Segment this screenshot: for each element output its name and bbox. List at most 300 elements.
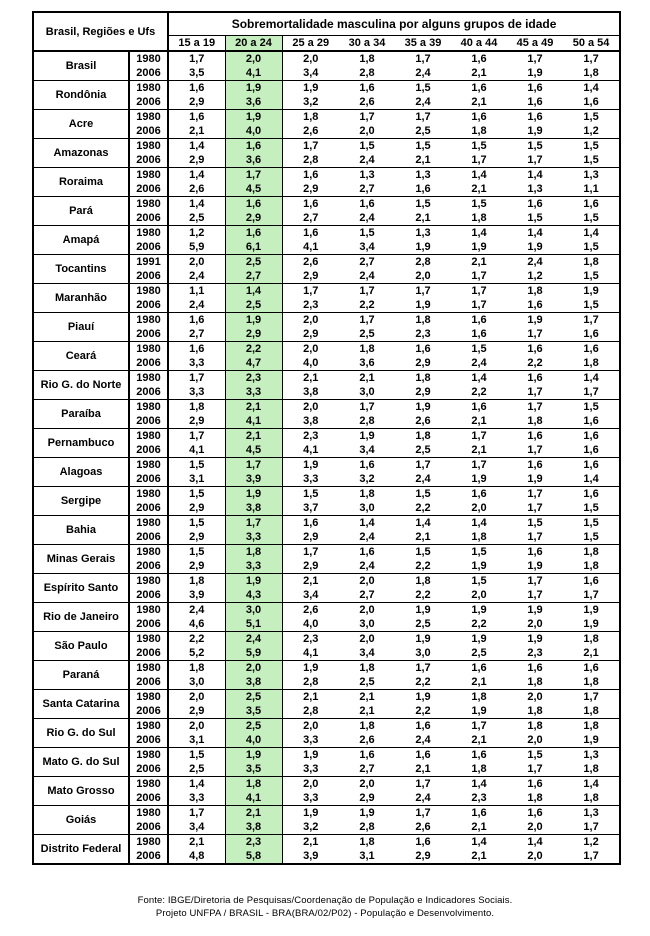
value-cell: 2,4 xyxy=(359,270,375,282)
value-cell: 2,9 xyxy=(303,531,319,543)
value-cell: 1,3 xyxy=(395,226,451,241)
table-row xyxy=(33,110,620,125)
value-cell: 5,9 xyxy=(225,646,282,661)
value-cell: 1,3 xyxy=(563,168,620,183)
value-cell: 3,5 xyxy=(225,704,282,719)
value-cell: 1,4 xyxy=(507,226,563,241)
value-cell: 1,8 xyxy=(507,284,563,299)
region-name: Rio G. do Sul xyxy=(33,719,129,748)
age-group-header: 45 a 49 xyxy=(507,36,563,52)
value-cell: 1,7 xyxy=(339,110,395,125)
value-cell: 1,6 xyxy=(507,777,563,792)
year-cell: 2006 xyxy=(129,733,168,748)
value-cell: 1,7 xyxy=(527,531,543,543)
value-cell: 1,8 xyxy=(395,313,451,328)
value-cell: 2,9 xyxy=(303,560,319,572)
value-cell: 3,3 xyxy=(189,357,205,369)
value-cell: 2,1 xyxy=(225,806,282,821)
year-cell: 1980 xyxy=(129,835,168,850)
value-cell: 1,7 xyxy=(395,284,451,299)
year-cell: 2006 xyxy=(129,588,168,603)
value-cell: 1,9 xyxy=(563,733,620,748)
value-cell: 1,7 xyxy=(451,429,507,444)
value-cell: 2,7 xyxy=(339,255,395,270)
region-name: Roraima xyxy=(33,168,129,197)
value-cell: 3,6 xyxy=(225,153,282,168)
value-cell: 1,9 xyxy=(451,603,507,618)
value-cell: 1,6 xyxy=(563,443,620,458)
year-cell: 1980 xyxy=(129,342,168,357)
value-cell: 1,9 xyxy=(507,603,563,618)
value-cell: 2,1 xyxy=(415,212,431,224)
value-cell: 1,8 xyxy=(225,777,282,792)
year-cell: 2006 xyxy=(129,327,168,342)
value-cell: 1,8 xyxy=(339,487,395,502)
value-cell: 1,9 xyxy=(471,473,487,485)
value-cell: 3,3 xyxy=(303,734,319,746)
value-cell: 2,0 xyxy=(303,53,319,65)
value-cell: 1,8 xyxy=(563,762,620,777)
value-cell: 1,7 xyxy=(168,806,225,821)
footer xyxy=(0,894,650,920)
value-cell: 2,4 xyxy=(415,734,431,746)
value-cell: 3,4 xyxy=(359,241,375,253)
value-cell: 5,8 xyxy=(225,849,282,864)
value-cell: 1,6 xyxy=(395,719,451,734)
value-cell: 1,6 xyxy=(563,197,620,212)
value-cell: 1,6 xyxy=(507,81,563,96)
value-cell: 1,3 xyxy=(339,168,395,183)
value-cell: 3,3 xyxy=(189,386,205,398)
value-cell: 1,5 xyxy=(451,574,507,589)
value-cell: 1,4 xyxy=(451,168,507,183)
region-name: Rio G. do Norte xyxy=(33,371,129,400)
value-cell: 2,1 xyxy=(471,676,487,688)
value-cell: 1,6 xyxy=(563,429,620,444)
value-cell: 2,4 xyxy=(225,632,282,647)
value-cell: 2,6 xyxy=(303,125,319,137)
value-cell: 1,6 xyxy=(507,661,563,676)
value-cell: 1,8 xyxy=(225,545,282,560)
value-cell: 2,7 xyxy=(359,763,375,775)
value-cell: 4,6 xyxy=(189,618,205,630)
value-cell: 1,9 xyxy=(563,617,620,632)
value-cell: 1,5 xyxy=(451,342,507,357)
value-cell: 1,4 xyxy=(339,516,395,531)
value-cell: 2,2 xyxy=(415,589,431,601)
table-row xyxy=(33,226,620,241)
value-cell: 2,3 xyxy=(527,647,543,659)
value-cell: 1,9 xyxy=(395,400,451,415)
year-cell: 2006 xyxy=(129,530,168,545)
table-row xyxy=(33,690,620,705)
value-cell: 1,6 xyxy=(451,487,507,502)
region-name: Minas Gerais xyxy=(33,545,129,574)
value-cell: 1,9 xyxy=(395,690,451,705)
table-row xyxy=(33,748,620,763)
value-cell: 1,8 xyxy=(168,574,225,589)
value-cell: 1,8 xyxy=(168,400,225,415)
value-cell: 1,6 xyxy=(527,96,543,108)
value-cell: 1,7 xyxy=(451,719,507,734)
value-cell: 1,7 xyxy=(527,502,543,514)
value-cell: 2,1 xyxy=(471,96,487,108)
value-cell: 1,8 xyxy=(359,53,375,65)
value-cell: 1,8 xyxy=(395,574,451,589)
value-cell: 2,5 xyxy=(225,255,282,270)
value-cell: 2,1 xyxy=(339,690,395,705)
value-cell: 4,0 xyxy=(225,124,282,139)
value-cell: 2,1 xyxy=(415,763,431,775)
value-cell: 1,8 xyxy=(339,661,395,676)
value-cell: 1,8 xyxy=(563,255,620,270)
value-cell: 3,8 xyxy=(225,675,282,690)
value-cell: 1,7 xyxy=(563,51,620,66)
table-body xyxy=(33,51,620,864)
value-cell: 2,2 xyxy=(471,618,487,630)
value-cell: 1,6 xyxy=(395,748,451,763)
value-cell: 2,1 xyxy=(451,255,507,270)
value-cell: 1,4 xyxy=(225,284,282,299)
value-cell: 2,6 xyxy=(415,821,431,833)
value-cell: 2,6 xyxy=(282,255,339,270)
value-cell: 1,6 xyxy=(471,53,487,65)
value-cell: 4,1 xyxy=(225,791,282,806)
value-cell: 1,7 xyxy=(563,820,620,835)
year-cell: 2006 xyxy=(129,66,168,81)
value-cell: 1,4 xyxy=(168,139,225,154)
value-cell: 1,6 xyxy=(339,545,395,560)
region-name: Mato G. do Sul xyxy=(33,748,129,777)
year-cell: 1980 xyxy=(129,545,168,560)
value-cell: 2,2 xyxy=(359,299,375,311)
value-cell: 1,3 xyxy=(563,748,620,763)
table-row xyxy=(33,719,620,734)
value-cell: 2,4 xyxy=(359,560,375,572)
value-cell: 2,6 xyxy=(359,734,375,746)
value-cell: 1,6 xyxy=(563,95,620,110)
region-name: Brasil xyxy=(33,51,129,81)
value-cell: 1,7 xyxy=(451,284,507,299)
table-row xyxy=(33,545,620,560)
value-cell: 3,0 xyxy=(415,647,431,659)
year-cell: 2006 xyxy=(129,646,168,661)
year-cell: 2006 xyxy=(129,472,168,487)
table-row xyxy=(33,313,620,328)
value-cell: 5,9 xyxy=(189,241,205,253)
value-cell: 1,9 xyxy=(282,81,339,96)
value-cell: 1,8 xyxy=(563,66,620,81)
value-cell: 1,3 xyxy=(563,806,620,821)
value-cell: 3,9 xyxy=(282,849,339,864)
value-cell: 1,1 xyxy=(168,284,225,299)
value-cell: 1,8 xyxy=(395,371,451,386)
value-cell: 3,0 xyxy=(359,386,375,398)
value-cell: 2,9 xyxy=(415,357,431,369)
value-cell: 2,8 xyxy=(303,705,319,717)
value-cell: 1,5 xyxy=(451,197,507,212)
value-cell: 1,8 xyxy=(471,212,487,224)
value-cell: 2,9 xyxy=(189,705,205,717)
value-cell: 1,9 xyxy=(339,806,395,821)
table-row xyxy=(33,197,620,212)
value-cell: 1,9 xyxy=(527,473,543,485)
value-cell: 1,7 xyxy=(282,139,339,154)
value-cell: 2,0 xyxy=(168,719,225,734)
year-cell: 1980 xyxy=(129,458,168,473)
region-name: Rondônia xyxy=(33,81,129,110)
region-name: Espírito Santo xyxy=(33,574,129,603)
value-cell: 1,4 xyxy=(563,472,620,487)
value-cell: 3,8 xyxy=(303,386,319,398)
value-cell: 1,5 xyxy=(168,516,225,531)
value-cell: 2,5 xyxy=(415,618,431,630)
value-cell: 2,4 xyxy=(359,531,375,543)
value-cell: 2,0 xyxy=(225,51,282,66)
region-name: Amapá xyxy=(33,226,129,255)
value-cell: 1,4 xyxy=(451,226,507,241)
value-cell: 2,8 xyxy=(395,255,451,270)
value-cell: 1,7 xyxy=(527,53,543,65)
year-cell: 1980 xyxy=(129,516,168,531)
value-cell: 2,1 xyxy=(359,705,375,717)
value-cell: 1,7 xyxy=(225,458,282,473)
value-cell: 1,6 xyxy=(563,342,620,357)
value-cell: 1,6 xyxy=(168,110,225,125)
value-cell: 1,7 xyxy=(339,284,395,299)
value-cell: 1,7 xyxy=(563,588,620,603)
region-name: Acre xyxy=(33,110,129,139)
year-cell: 1980 xyxy=(129,226,168,241)
value-cell: 1,9 xyxy=(395,603,451,618)
value-cell: 2,0 xyxy=(282,342,339,357)
value-cell: 1,5 xyxy=(563,139,620,154)
value-cell: 1,6 xyxy=(225,226,282,241)
value-cell: 1,7 xyxy=(225,168,282,183)
year-cell: 1980 xyxy=(129,284,168,299)
year-cell: 1980 xyxy=(129,690,168,705)
value-cell: 2,1 xyxy=(282,835,339,850)
value-cell: 1,5 xyxy=(451,139,507,154)
value-cell: 1,5 xyxy=(395,139,451,154)
value-cell: 1,5 xyxy=(507,139,563,154)
value-cell: 3,3 xyxy=(225,530,282,545)
value-cell: 3,6 xyxy=(359,357,375,369)
corner-label: Brasil, Regiões e Ufs xyxy=(33,12,168,51)
value-cell: 1,7 xyxy=(451,458,507,473)
value-cell: 1,7 xyxy=(395,110,451,125)
value-cell: 3,2 xyxy=(303,821,319,833)
year-cell: 1980 xyxy=(129,574,168,589)
table-row xyxy=(33,458,620,473)
value-cell: 2,0 xyxy=(471,589,487,601)
value-cell: 2,9 xyxy=(189,502,205,514)
value-cell: 3,8 xyxy=(225,501,282,516)
year-cell: 1980 xyxy=(129,139,168,154)
value-cell: 3,5 xyxy=(225,762,282,777)
region-name: Paraíba xyxy=(33,400,129,429)
table-row xyxy=(33,835,620,850)
year-cell: 2006 xyxy=(129,124,168,139)
table-row xyxy=(33,400,620,415)
value-cell: 2,0 xyxy=(527,821,543,833)
year-cell: 2006 xyxy=(129,414,168,429)
value-cell: 2,3 xyxy=(471,792,487,804)
age-group-header: 35 a 39 xyxy=(395,36,451,52)
value-cell: 2,8 xyxy=(303,676,319,688)
year-cell: 2006 xyxy=(129,501,168,516)
value-cell: 2,3 xyxy=(282,632,339,647)
table-row xyxy=(33,661,620,676)
value-cell: 1,5 xyxy=(168,487,225,502)
value-cell: 4,1 xyxy=(303,241,319,253)
region-name: Rio de Janeiro xyxy=(33,603,129,632)
table-row xyxy=(33,51,620,66)
table-row xyxy=(33,81,620,96)
value-cell: 1,6 xyxy=(225,197,282,212)
value-cell: 2,9 xyxy=(189,560,205,572)
value-cell: 1,4 xyxy=(451,835,507,850)
value-cell: 2,0 xyxy=(507,849,563,864)
value-cell: 4,7 xyxy=(225,356,282,371)
value-cell: 2,1 xyxy=(189,125,205,137)
value-cell: 1,7 xyxy=(395,777,451,792)
value-cell: 2,0 xyxy=(282,313,339,328)
age-group-header: 25 a 29 xyxy=(282,36,339,52)
value-cell: 1,8 xyxy=(527,705,543,717)
value-cell: 1,7 xyxy=(339,313,395,328)
value-cell: 2,0 xyxy=(507,690,563,705)
value-cell: 1,8 xyxy=(395,429,451,444)
value-cell: 1,9 xyxy=(225,487,282,502)
table-row xyxy=(33,806,620,821)
region-name: Distrito Federal xyxy=(33,835,129,865)
value-cell: 2,0 xyxy=(282,719,339,734)
region-name: Santa Catarina xyxy=(33,690,129,719)
value-cell: 1,9 xyxy=(282,748,339,763)
value-cell: 1,9 xyxy=(395,632,451,647)
year-cell: 1980 xyxy=(129,748,168,763)
year-cell: 1980 xyxy=(129,429,168,444)
value-cell: 1,9 xyxy=(507,632,563,647)
year-cell: 1980 xyxy=(129,777,168,792)
value-cell: 3,3 xyxy=(225,385,282,400)
year-cell: 2006 xyxy=(129,385,168,400)
value-cell: 4,8 xyxy=(168,849,225,864)
value-cell: 2,0 xyxy=(527,618,543,630)
value-cell: 4,1 xyxy=(189,444,205,456)
value-cell: 1,5 xyxy=(395,545,451,560)
value-cell: 2,5 xyxy=(189,763,205,775)
value-cell: 2,0 xyxy=(225,661,282,676)
year-cell: 2006 xyxy=(129,298,168,313)
value-cell: 1,4 xyxy=(563,777,620,792)
value-cell: 2,0 xyxy=(471,502,487,514)
value-cell: 2,7 xyxy=(189,328,205,340)
value-cell: 2,1 xyxy=(225,429,282,444)
value-cell: 1,6 xyxy=(563,327,620,342)
value-cell: 3,0 xyxy=(359,618,375,630)
value-cell: 1,7 xyxy=(563,849,620,864)
year-cell: 2006 xyxy=(129,820,168,835)
table-row xyxy=(33,342,620,357)
value-cell: 2,1 xyxy=(471,821,487,833)
value-cell: 1,5 xyxy=(563,501,620,516)
year-cell: 2006 xyxy=(129,849,168,864)
value-cell: 1,8 xyxy=(471,763,487,775)
value-cell: 4,1 xyxy=(225,414,282,429)
table-row xyxy=(33,255,620,270)
year-cell: 1980 xyxy=(129,661,168,676)
value-cell: 1,7 xyxy=(395,806,451,821)
value-cell: 1,7 xyxy=(507,574,563,589)
value-cell: 4,3 xyxy=(225,588,282,603)
value-cell: 1,7 xyxy=(527,444,543,456)
value-cell: 1,6 xyxy=(563,661,620,676)
year-cell: 1980 xyxy=(129,806,168,821)
age-group-header: 30 a 34 xyxy=(339,36,395,52)
value-cell: 1,6 xyxy=(507,197,563,212)
value-cell: 2,0 xyxy=(168,255,225,270)
value-cell: 1,6 xyxy=(527,299,543,311)
value-cell: 2,9 xyxy=(189,415,205,427)
value-cell: 1,8 xyxy=(563,356,620,371)
value-cell: 2,5 xyxy=(225,298,282,313)
year-cell: 2006 xyxy=(129,443,168,458)
table-row xyxy=(33,139,620,154)
value-cell: 1,7 xyxy=(395,661,451,676)
value-cell: 1,5 xyxy=(395,81,451,96)
value-cell: 1,6 xyxy=(507,110,563,125)
value-cell: 1,6 xyxy=(563,414,620,429)
value-cell: 1,2 xyxy=(527,270,543,282)
value-cell: 2,3 xyxy=(303,299,319,311)
value-cell: 1,8 xyxy=(527,676,543,688)
value-cell: 1,9 xyxy=(471,560,487,572)
value-cell: 2,1 xyxy=(471,67,487,79)
value-cell: 1,2 xyxy=(563,835,620,850)
region-name: Amazonas xyxy=(33,139,129,168)
value-cell: 2,1 xyxy=(282,574,339,589)
value-cell: 2,9 xyxy=(189,96,205,108)
value-cell: 1,2 xyxy=(563,124,620,139)
value-cell: 3,1 xyxy=(189,734,205,746)
value-cell: 1,9 xyxy=(282,806,339,821)
year-cell: 1980 xyxy=(129,487,168,502)
project-note: Projeto UNFPA / BRASIL - BRA(BRA/02/P02) - População e Desenvolvimento. xyxy=(155,908,495,919)
value-cell: 1,4 xyxy=(507,835,563,850)
value-cell: 1,5 xyxy=(168,748,225,763)
value-cell: 1,8 xyxy=(563,632,620,647)
value-cell: 1,4 xyxy=(451,371,507,386)
year-cell: 2006 xyxy=(129,240,168,255)
region-name: Tocantins xyxy=(33,255,129,284)
value-cell: 1,7 xyxy=(527,154,543,166)
region-name: Goiás xyxy=(33,806,129,835)
region-name: Paraná xyxy=(33,661,129,690)
value-cell: 1,6 xyxy=(415,183,431,195)
year-cell: 2006 xyxy=(129,704,168,719)
value-cell: 2,9 xyxy=(359,792,375,804)
value-cell: 1,8 xyxy=(507,719,563,734)
value-cell: 1,9 xyxy=(563,603,620,618)
value-cell: 2,1 xyxy=(471,734,487,746)
value-cell: 2,9 xyxy=(225,327,282,342)
year-cell: 2006 xyxy=(129,95,168,110)
value-cell: 3,8 xyxy=(225,820,282,835)
value-cell: 2,2 xyxy=(415,676,431,688)
value-cell: 1,9 xyxy=(471,241,487,253)
